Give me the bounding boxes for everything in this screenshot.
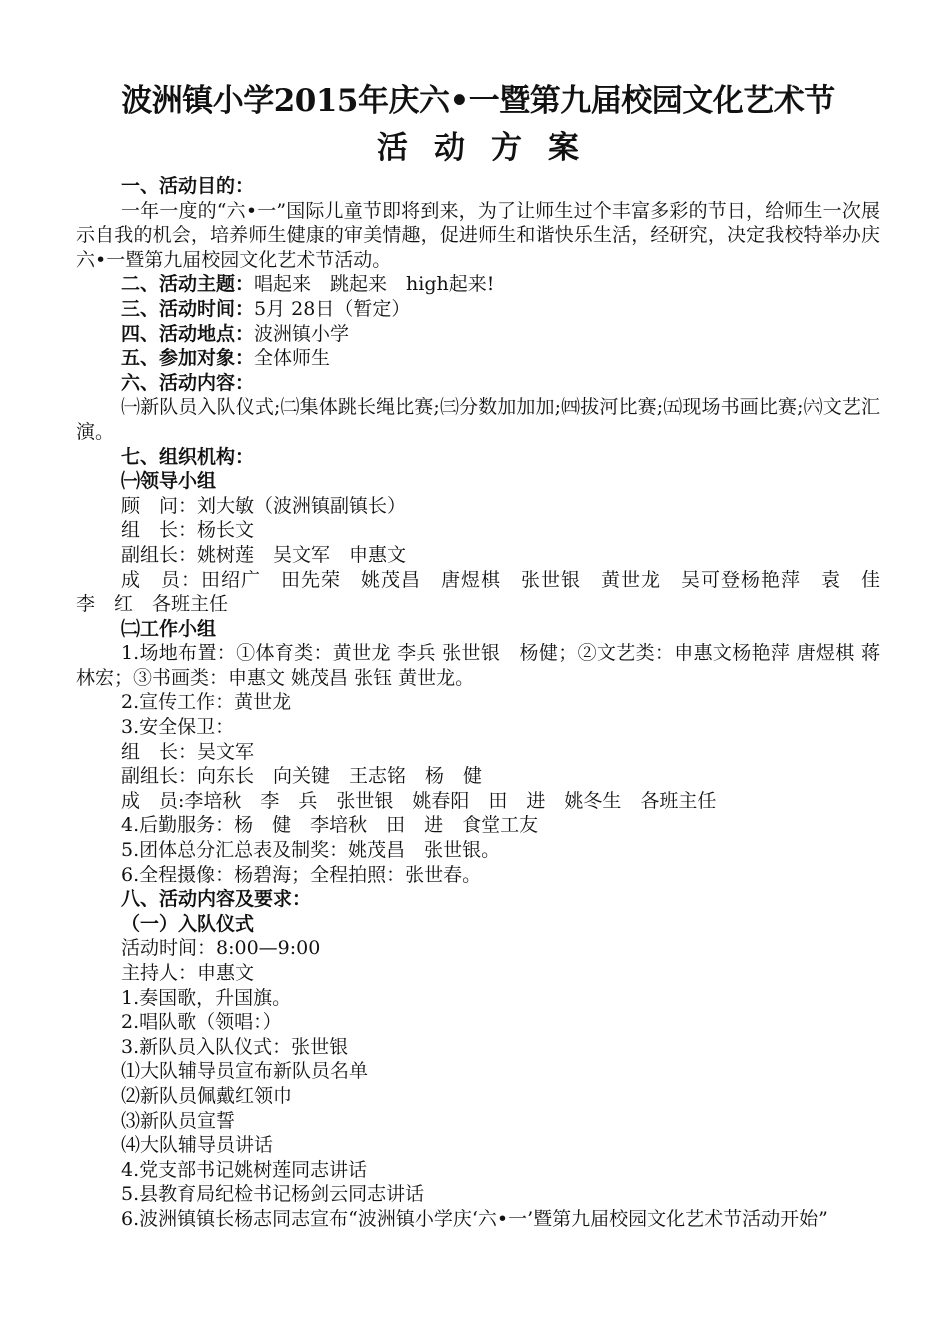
ceremony-item-3a: ⑴大队辅导员宣布新队员名单: [121, 1060, 369, 1083]
section-8-heading: 八、活动内容及要求：: [121, 888, 312, 911]
leader-group-adviser: 顾 问：刘大敏（波洲镇副镇长）: [121, 494, 407, 517]
ceremony-time: 活动时间：8:00—9:00: [121, 937, 321, 960]
section-7-heading: 七、组织机构：: [121, 445, 255, 468]
ceremony-item-3c: ⑶新队员宣誓: [121, 1109, 236, 1132]
document-title: 波洲镇小学2015年庆六•一暨第九届校园文化艺术节: [121, 83, 835, 119]
section-1-paragraph: 一年一度的“六•一”国际儿童节即将到来，为了让师生过个丰富多彩的节日，给师生一次展示自我的机会，培养师生健康的审美情趣，促进师生和谐快乐生活，经研究，决定我校特举办庆六•一暨第九届校园文化艺术节活动。: [76, 199, 880, 271]
ceremony-item-3d: ⑷大队辅导员讲话: [121, 1134, 274, 1157]
leader-group-members: 成 员：田绍广 田先荣 姚茂昌 唐煜棋 张世银 黄世龙 吴可登杨艳萍 袁 佳 李 红 各班主任: [76, 568, 900, 616]
section-1-heading: 一、活动目的：: [121, 175, 255, 197]
induction-ceremony-heading: （一）入队仪式: [121, 912, 255, 935]
document-subtitle: 活动方案: [377, 130, 605, 166]
section-2-heading: 二、活动主题：: [121, 273, 255, 296]
security-members: 成 员:李培秋 李 兵 张世银 姚春阳 田 进 姚冬生 各班主任: [121, 789, 717, 812]
section-6-heading: 六、活动内容：: [121, 371, 255, 394]
leader-group-head: 组 长：杨长文: [121, 519, 255, 542]
ceremony-item-6: 6.波洲镇镇长杨志同志宣布“波洲镇小学庆‘六•一’暨第九届校园文化艺术节活动开始”: [121, 1207, 828, 1230]
ceremony-item-4: 4.党支部书记姚树莲同志讲话: [121, 1158, 368, 1181]
section-5-value: 全体师生: [254, 347, 331, 370]
work-group-item-5: 5.团体总分汇总表及制奖：姚茂昌 张世银。: [121, 839, 501, 862]
section-3-value: 5月 28日（暂定）: [254, 297, 411, 320]
leader-group-heading: ㈠领导小组: [121, 470, 217, 493]
section-3-heading: 三、活动时间：: [121, 297, 255, 320]
work-group-item-2: 2.宣传工作：黄世龙: [121, 691, 292, 714]
work-group-item-4: 4.后勤服务：杨 健 李培秋 田 进 食堂工友: [121, 814, 539, 837]
ceremony-host: 主持人：申惠文: [121, 962, 255, 984]
ceremony-item-1: 1.奏国歌，升国旗。: [121, 986, 292, 1009]
work-group-item-1: 1.场地布置：①体育类：黄世龙 李兵 张世银 杨健；②文艺类：申惠文杨艳萍 唐煜棋 蒋林宏；③书画类：申惠文 姚茂昌 张钰 黄世龙。: [76, 642, 880, 689]
leader-group-deputy: 副组长：姚树莲 吴文军 申惠文: [121, 543, 407, 566]
document-page: [76, 78, 900, 1232]
section-5-heading: 五、参加对象：: [121, 347, 255, 370]
section-4-value: 波洲镇小学: [254, 322, 350, 345]
work-group-heading: ㈡工作小组: [121, 617, 217, 640]
work-group-item-6: 6.全程摄像：杨碧海；全程拍照：张世春。: [121, 863, 482, 886]
security-head: 组 长：吴文军: [121, 740, 255, 763]
ceremony-item-3: 3.新队员入队仪式：张世银: [121, 1035, 349, 1058]
section-6-paragraph: ㈠新队员入队仪式;㈡集体跳长绳比赛;㈢分数加加加;㈣拔河比赛;㈤现场书画比赛;㈥文艺汇演。: [76, 396, 880, 443]
work-group-item-3: 3.安全保卫：: [121, 716, 235, 739]
ceremony-item-3b: ⑵新队员佩戴红领巾: [121, 1084, 293, 1107]
section-2-value: 唱起来 跳起来 high起来!: [254, 273, 495, 296]
ceremony-item-2: 2.唱队歌（领唱：）: [121, 1011, 282, 1034]
security-deputy: 副组长：向东长 向关键 王志铭 杨 健: [121, 765, 483, 788]
section-4-heading: 四、活动地点：: [121, 322, 255, 345]
ceremony-item-5: 5.县教育局纪检书记杨剑云同志讲话: [121, 1183, 425, 1206]
